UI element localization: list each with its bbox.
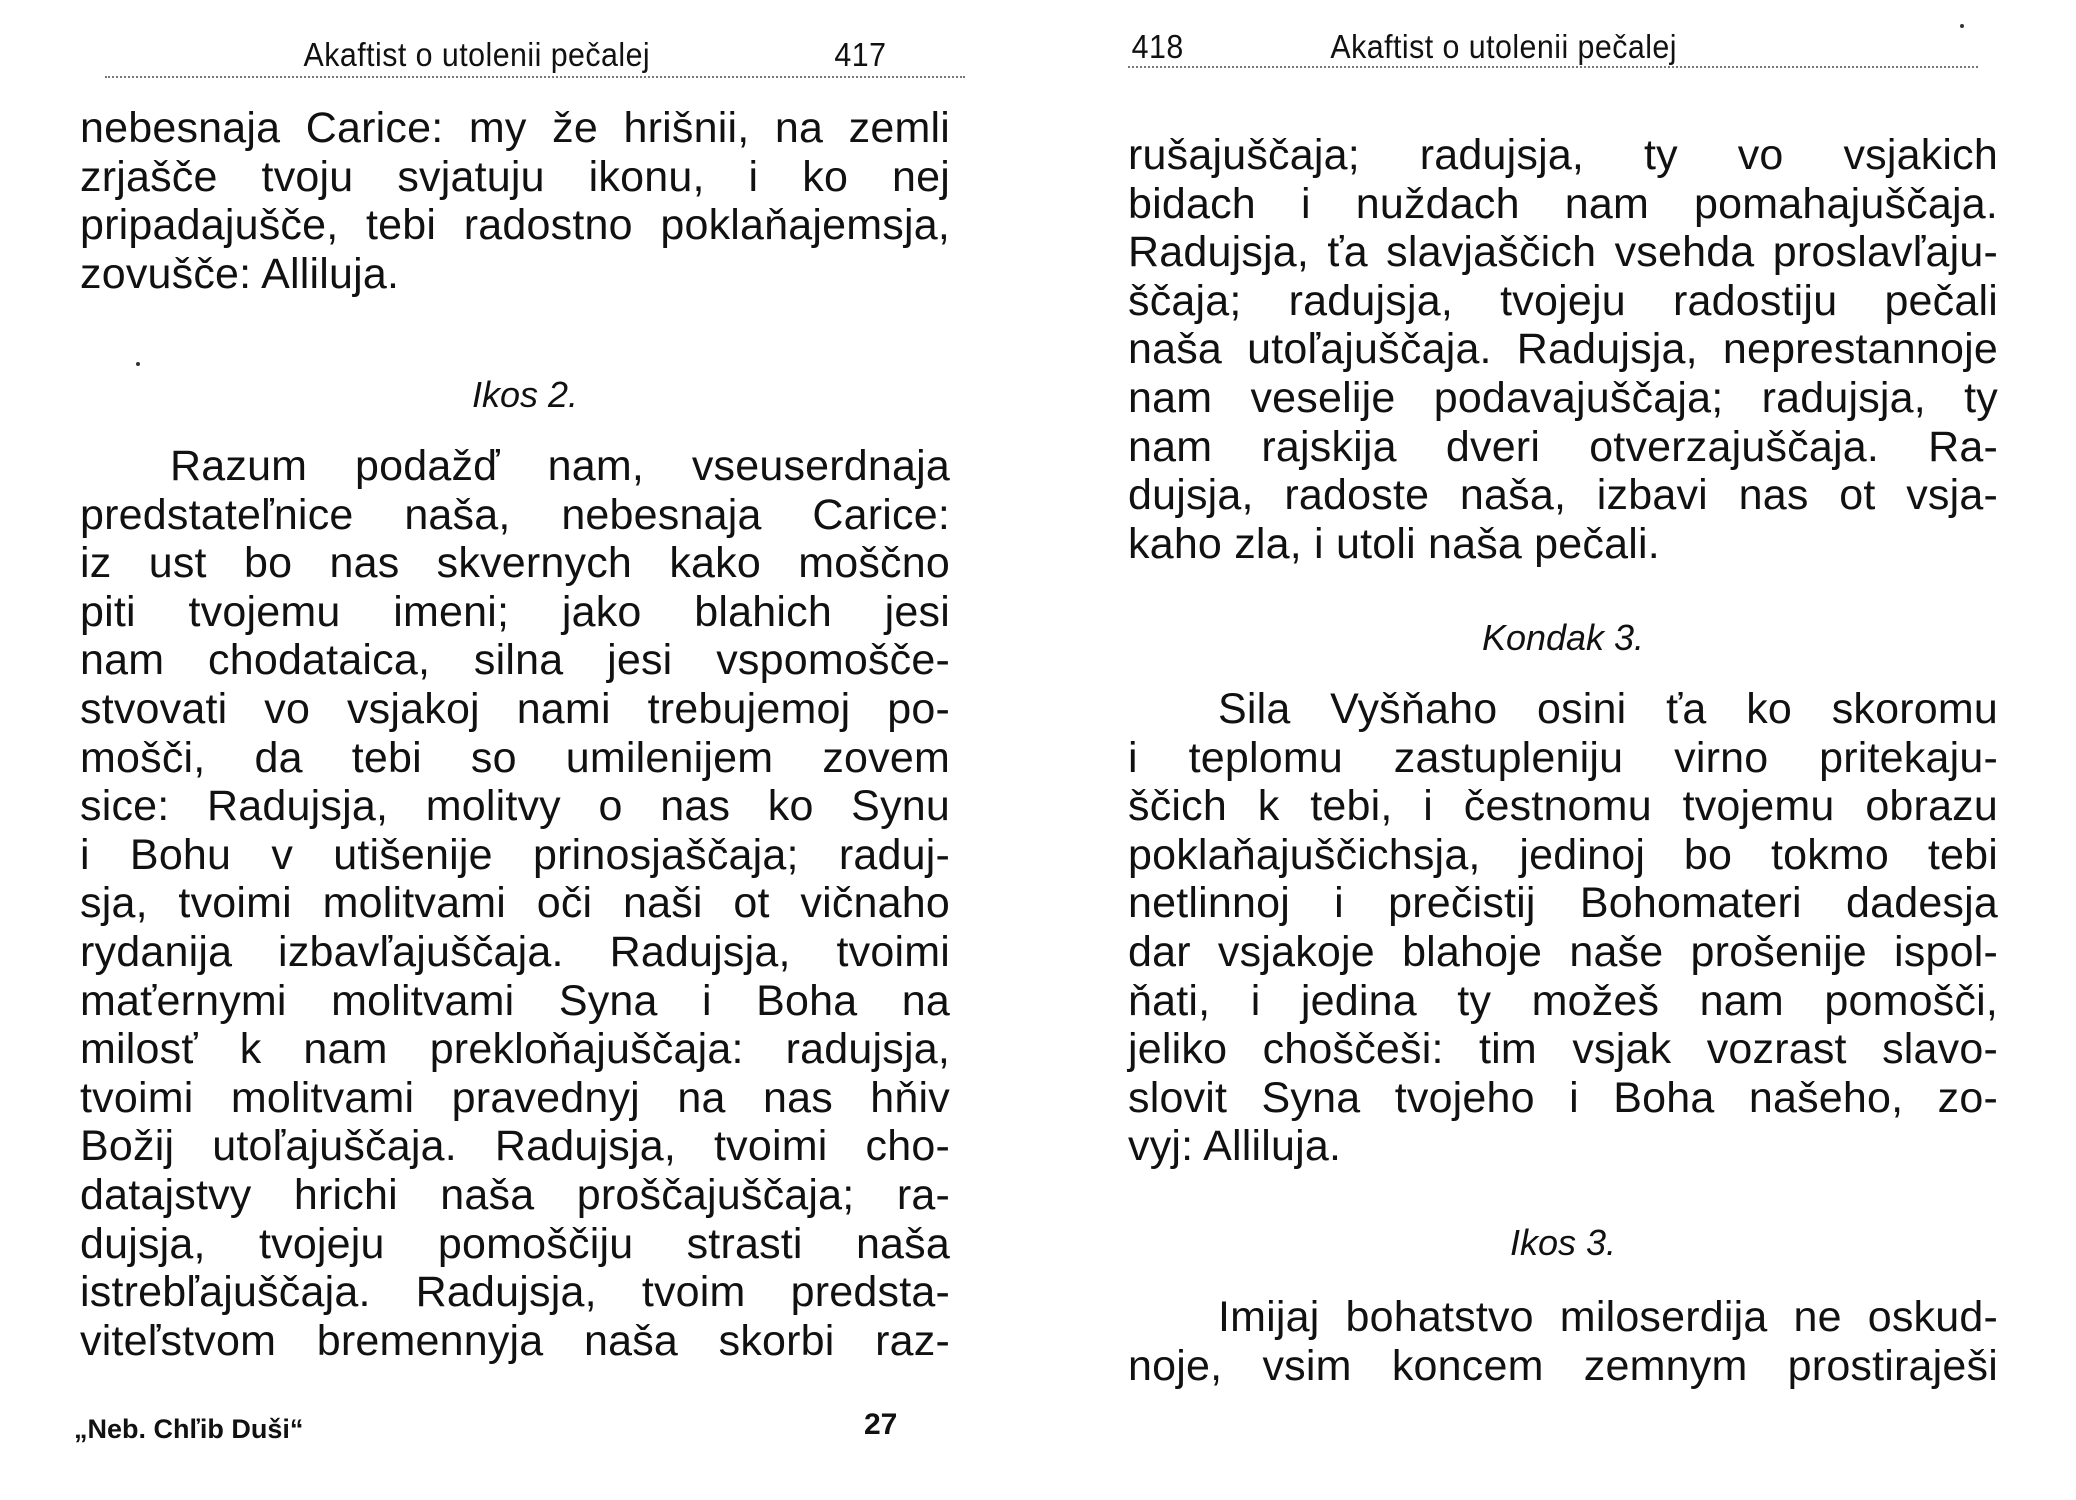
text-line: noje, vsim koncem zemnym prostiraješi: [1128, 1341, 1998, 1390]
text-line: zovušče: Alliluja.: [80, 249, 400, 298]
text-line: maťernymi molitvami Syna i Boha na: [80, 976, 950, 1025]
left-header-rule: [105, 76, 965, 78]
right-header-rule: [1128, 66, 1978, 68]
text-line: datajstvy hrichi naša proščajuščaja; ra-: [80, 1170, 950, 1219]
left-running-head: [80, 28, 887, 78]
text-line: naša utoľajuščaja. Radujsja, neprestannoje: [1128, 325, 1998, 374]
right-text-block-3: [1128, 1293, 1998, 1390]
text-line: stvovati vo vsjakoj nami trebujemoj po-: [80, 684, 950, 733]
text-line: pripadajušče, tebi radostno poklaňajemsja,: [80, 201, 950, 250]
text-line: istrebľajuščaja. Radujsja, tvoim predsta-: [80, 1268, 950, 1317]
text-line: slovit Syna tvojeho i Boha našeho, zo-: [1128, 1073, 1998, 1122]
text-line: rušajuščaja; radujsja, ty vo vsjakich: [1128, 131, 1998, 179]
print-speck: [1960, 24, 1964, 28]
print-speck: [136, 362, 140, 366]
text-line: sice: Radujsja, molitvy o nas ko Synu: [80, 782, 950, 831]
right-text-block-1: [1128, 131, 1998, 568]
text-line: ščaja; radujsja, tvojeju radostiju pečali: [1128, 276, 1998, 325]
text-line: netlinnoj i prečistij Bohomateri dadesja: [1128, 879, 1998, 928]
text-line: nam rajskija dveri otverzajuščaja. Ra-: [1128, 422, 1998, 471]
text-line: piti tvojemu imeni; jako blahich jesi: [80, 587, 950, 636]
text-line: nam veselije podavajuščaja; radujsja, ty: [1128, 373, 1998, 422]
text-line: ňati, i jedina ty možeš nam pomošči,: [1128, 976, 1998, 1025]
right-page-number: 418: [1131, 28, 1184, 65]
text-line: dujsja, tvojeju pomoščiju strasti naša: [80, 1219, 950, 1268]
right-heading-ikos-3: Ikos 3.: [1509, 1222, 1617, 1263]
text-line: mošči, da tebi so umilenijem zovem: [80, 733, 950, 782]
right-heading-kondak-3: Kondak 3.: [1481, 617, 1645, 658]
left-heading-ikos-2: Ikos 2.: [471, 374, 579, 415]
text-line: kaho zla, i utoli naša pečali.: [1128, 519, 1660, 568]
right-page: [1128, 0, 1998, 1500]
text-line: vyj: Alliluja.: [1128, 1122, 1342, 1171]
text-line: bidach i nuždach nam pomahajuščaja.: [1128, 179, 1998, 228]
text-line: Radujsja, ťa slavjaščich vsehda proslavľaju-: [1128, 228, 1998, 277]
left-page: [74, 0, 950, 1500]
text-line: i teplomu zastupleniju virno pritekaju-: [1128, 733, 1998, 782]
text-line: tvoimi molitvami pravednyj na nas hňiv: [80, 1073, 950, 1122]
text-line: Razum podažď nam, vseuserdnaja: [170, 442, 950, 490]
text-line: i Bohu v utišenije prinosjaščaja; raduj-: [80, 830, 950, 879]
right-text-block-2: [1128, 685, 1998, 1171]
text-line: viteľstvom bremennyja naša skorbi raz-: [80, 1316, 950, 1365]
text-line: predstateľnice naša, nebesnaja Carice:: [80, 490, 950, 539]
signature-number: 27: [864, 1408, 898, 1441]
text-line: rydanija izbavľajuščaja. Radujsja, tvoimi: [80, 927, 950, 976]
left-page-number: 417: [834, 36, 887, 73]
text-line: nebesnaja Carice: my že hrišnii, na zemli: [80, 104, 950, 152]
text-line: jeliko choščeši: tim vsjak vozrast slavo-: [1128, 1025, 1998, 1074]
text-line: ščich k tebi, i čestnomu tvojemu obrazu: [1128, 782, 1998, 831]
text-line: Imijaj bohatstvo miloserdija ne oskud-: [1218, 1293, 1998, 1341]
text-line: iz ust bo nas skvernych kako moščno: [80, 539, 950, 588]
text-line: zrjašče tvoju svjatuju ikonu, i ko nej: [80, 152, 950, 201]
signature-mark: „Neb. Chľib Duši“: [74, 1414, 304, 1444]
left-text-block-2: [80, 442, 950, 1365]
right-running-head: [1128, 28, 1928, 78]
text-line: sja, tvoimi molitvami oči naši ot vičnaho: [80, 879, 950, 928]
text-line: nam chodataica, silna jesi vspomošče-: [80, 636, 950, 685]
right-running-title: Akaftist o utolenii pečalej: [1330, 28, 1677, 65]
text-line: poklaňajuščichsja, jedinoj bo tokmo tebi: [1128, 830, 1998, 879]
left-running-title: Akaftist o utolenii pečalej: [303, 36, 651, 73]
text-line: milosť k nam prekloňajuščaja: radujsja,: [80, 1025, 950, 1074]
text-line: dujsja, radoste naša, izbavi nas ot vsja-: [1128, 471, 1998, 520]
left-text-block-1: [80, 104, 950, 298]
text-line: dar vsjakoje blahoje naše prošenije ispol-: [1128, 927, 1998, 976]
text-line: Božij utoľajuščaja. Radujsja, tvoimi cho-: [80, 1122, 950, 1171]
text-line: Sila Vyšňaho osini ťa ko skoromu: [1218, 685, 1998, 733]
